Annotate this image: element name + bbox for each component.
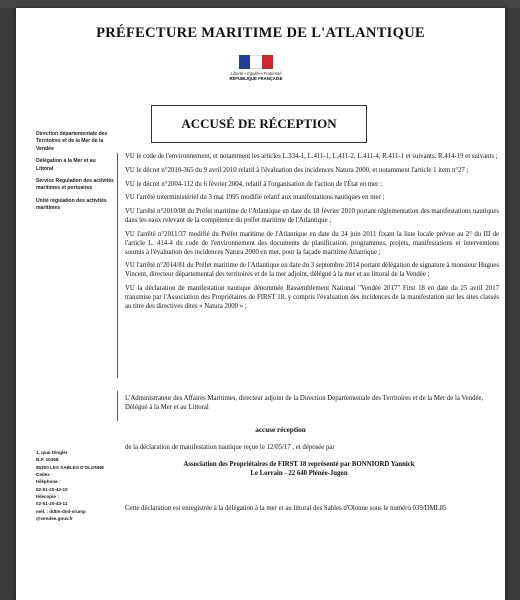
vu-item: VU l'arrêté interministériel du 3 mai 1995 modifié relatif aux manifestations nautiques en mer ; [125,194,385,202]
vu-item: VU le décret n°2010-365 du 9 avril 2010 relatif à l'évaluation des incidences Natura 2000, et notamment l'article 1 item n°27 ; [125,166,469,174]
address-line: télécopie : [36,494,59,500]
logo-motto: Liberté • Égalité • Fraternité [230,71,282,76]
registration-statement: Cette déclaration est enregistrée à la délégation à la mer et au littoral des Sables d'Olonne sous le numéro 039/DML85 [125,505,447,512]
vu-item: VU l'arrêté n°2014/81 du Préfet maritime de l'Atlantique en date du 3 septembre 2014 portant délégation de signature à monsieur Hugues Vincent, directeur départemental des territoires et de la mer adjoint, délégué à la mer et au littoral de la Vendée ; [125,262,499,279]
administrator-statement: L'Administrateur des Affaires Maritimes, directeur adjoint de la Direction Départementale des Territoires et de la Mer de la Vendée, Délégué à la Mer et au Littoral [125,395,484,412]
association-line-1: Association des Propriétaires de FIRST 18 représenté par BONNIORD Yannick [183,461,415,468]
vu-item: VU le décret n°2004-112 du 6 février 2004, relatif à l'organisation de l'action de l'État en mer ; [125,180,383,188]
address-line: téléphone : [36,479,61,485]
document-type-box: ACCUSÉ DE RÉCEPTION [151,105,367,143]
vu-margin-rule [117,153,118,378]
association-block [119,460,479,478]
document-page [16,8,505,600]
service-srump: Service Régulation des activités maritimes et portuaires [36,177,114,192]
address-line: 02-51-20-43-11 [36,501,68,507]
address-line: 85300 LES SABLES D'OLONNE Cedex [36,464,105,478]
service-unite: Unité régulation des activités maritimes [36,197,107,211]
page-title: PRÉFECTURE MARITIME DE L'ATLANTIQUE [96,25,425,41]
address-line: B.P. 10358 [36,457,59,463]
window-top-bar [0,0,520,8]
vu-list [119,153,499,317]
sidebar-services [36,131,114,217]
declaration-line: de la déclaration de manifestation nautique reçue le 12/05/17 , et déposée par [125,444,335,451]
service-dml: Délégation à la Mer et au Littoral [36,158,96,172]
vu-item: VU l'arrêté n°2011/37 modifié du Préfet maritime de l'Atlantique en date du 24 juin 2011 fixant la liste locale prévue au 2° du III de l'article L. 414-4 du code de l'environnement des documents de planification, programmes, projets, manifestations et interventions soumis à l'évaluation des incidences Natura 2000 en mer, pour la façade maritime Atlantique ; [125,230,499,256]
vu-item: VU la déclaration de manifestation nautique dénommée Rassemblement National "Vendée 2017" First 18 en date du 25 avril 2017 transmise par l'Association des Propriétaires de FIRST 18, y compris l'évaluation des incidences de la manifestation sur les sites classés au titre des directives dites « Natura 2000 » ; [125,285,499,310]
address-line: mél. : ddtm-dml-srump [36,508,86,514]
french-flag-icon [239,55,273,69]
address-line: 1, quai Dingler [36,450,68,455]
association-line-2: Le Lorrain - 22 640 Plénée-Jugon [250,470,348,478]
vu-item: VU le code de l'environnement, et notamment les articles L.334-1, L.411-1, L.411-2, L.411-4, R.411-1 et suivants, R.414-19 et suivants ; [125,153,498,160]
sidebar-address [36,449,114,522]
address-line: 02-51-20-42-10 [36,486,68,492]
service-ddtm: Direction départementale des Territoires et de la Mer de la Vendée [36,131,108,152]
vu-item: VU l'arrêté n°2010/08 du Préfet maritime de l'Atlantique en date du 18 février 2010 portant réglementation des manifestations nautiques dans les eaux relevant de la compétence du préfet maritime de l'Atlantique ; [125,208,499,225]
accuse-reception-heading: accuse réception [255,426,306,434]
address-line: @vendee.gouv.fr [36,516,73,522]
logo-republic: RÉPUBLIQUE FRANÇAISE [229,76,283,81]
marianne-logo [226,55,286,81]
admin-margin-rule [117,391,118,421]
